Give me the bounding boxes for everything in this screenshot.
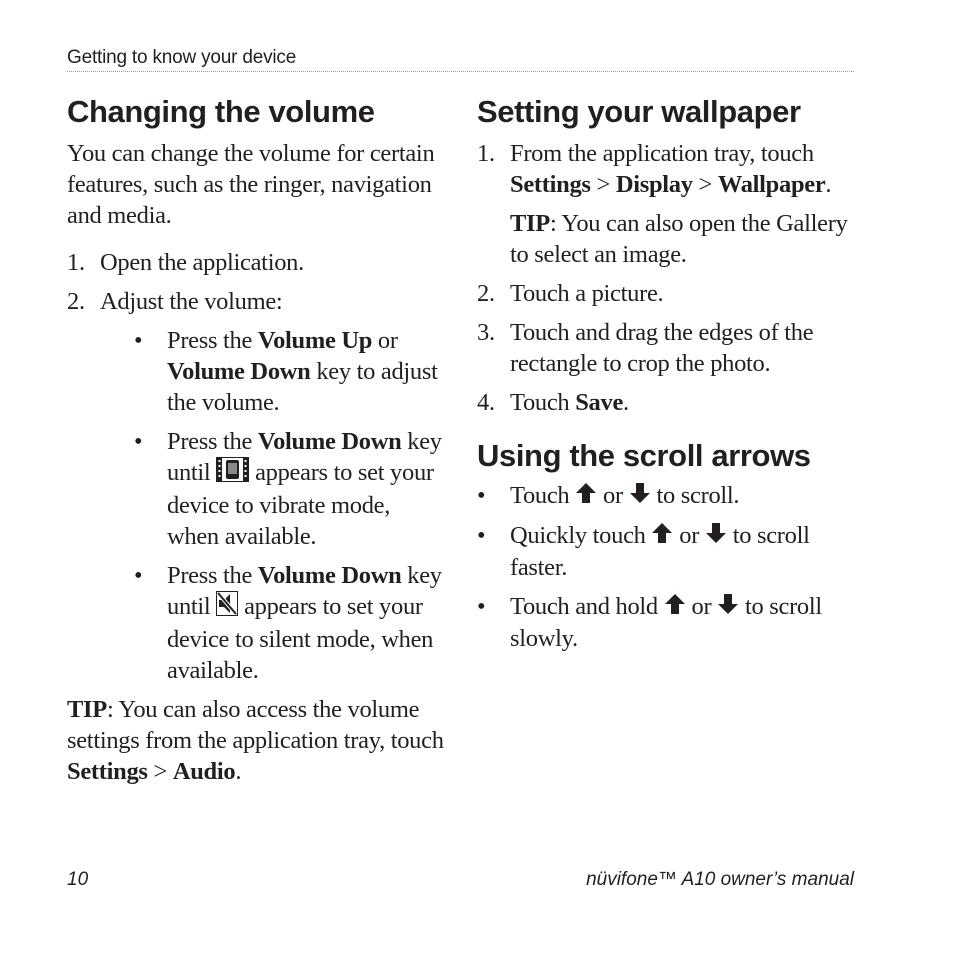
bullet-dot: • [477, 482, 486, 509]
bullet-dot: • [477, 593, 486, 620]
arrow-down-icon [629, 481, 651, 512]
step-item [67, 247, 447, 278]
bullet-item [134, 325, 447, 418]
key-volume-down: Volume Down [167, 358, 311, 385]
step-item [477, 317, 857, 379]
text: Touch [510, 482, 576, 509]
manual-title: nüvifone™ A10 owner’s manual [586, 869, 854, 890]
heading-scroll-arrows: Using the scroll arrows [477, 438, 811, 473]
step-item [477, 278, 857, 309]
vibrate-icon [216, 457, 249, 490]
volume-bullets [100, 325, 447, 686]
text: Touch [510, 389, 576, 416]
right-column [477, 92, 857, 662]
scroll-bullets [477, 480, 857, 654]
step-number: 3. [477, 319, 495, 346]
text: key to adjust the volume. [167, 358, 438, 416]
text: Touch and hold [510, 593, 664, 620]
button-save: Save [575, 389, 624, 416]
text: to scroll slowly. [510, 593, 822, 652]
arrow-up-icon [575, 481, 597, 512]
silent-icon [216, 591, 238, 624]
text: or [597, 482, 629, 509]
volume-steps [67, 247, 447, 686]
step-text: Adjust the volume: [100, 288, 283, 315]
text: . [235, 758, 242, 785]
step-number: 2. [67, 288, 85, 315]
text: key until [167, 428, 442, 486]
tip-label: TIP [510, 210, 550, 237]
text: Press the [167, 562, 258, 589]
text: Quickly touch [510, 522, 652, 549]
step-text: Touch a picture. [510, 280, 664, 307]
header-rule [67, 71, 854, 72]
text: > [692, 171, 718, 198]
wallpaper-steps [477, 138, 857, 418]
text: or [673, 522, 705, 549]
text: Press the [167, 327, 258, 354]
bullet-item [134, 426, 447, 552]
text: appears to set your device to vibrate mode, when available. [167, 459, 434, 550]
menu-settings: Settings [510, 171, 591, 198]
heading-setting-wallpaper: Setting your wallpaper [477, 94, 801, 129]
step-text: Touch and drag the edges of the rectangle to crop the photo. [510, 319, 814, 377]
wallpaper-tip [510, 208, 857, 270]
step-number: 2. [477, 280, 495, 307]
text: > [147, 758, 173, 785]
text: or [372, 327, 398, 354]
text: to scroll faster. [510, 522, 810, 581]
step-number: 1. [67, 249, 85, 276]
arrow-down-icon [717, 592, 739, 623]
menu-wallpaper: Wallpaper [717, 171, 826, 198]
volume-tip [67, 694, 447, 787]
text: to scroll. [650, 482, 740, 509]
heading-changing-volume: Changing the volume [67, 94, 375, 129]
text: . [825, 171, 832, 198]
key-volume-down: Volume Down [257, 562, 402, 589]
text: key until [167, 562, 442, 620]
running-head: Getting to know your device [67, 47, 297, 68]
bullet-item [477, 480, 857, 512]
text: > [590, 171, 616, 198]
left-column [67, 92, 447, 787]
step-number: 1. [477, 140, 495, 167]
arrow-up-icon [651, 521, 673, 552]
intro-paragraph: You can change the volume for certain features, such as the ringer, navigation and media. [67, 140, 435, 229]
text: : You can also access the volume settings from the application tray, touch [67, 696, 444, 754]
text: Press the [167, 428, 258, 455]
step-item [477, 387, 857, 418]
key-volume-up: Volume Up [257, 327, 373, 354]
step-text: Open the application. [100, 249, 304, 276]
bullet-dot: • [134, 428, 143, 455]
step-number: 4. [477, 389, 495, 416]
text: appears to set your device to silent mode, when available. [167, 593, 434, 684]
text: From the application tray, touch [510, 140, 814, 167]
step-item [67, 286, 447, 686]
arrow-down-icon [705, 521, 727, 552]
arrow-up-icon [664, 592, 686, 623]
bullet-dot: • [477, 522, 486, 549]
text: . [623, 389, 629, 416]
bullet-dot: • [134, 327, 143, 354]
bullet-dot: • [134, 562, 143, 589]
text: : You can also open the Gallery to select an image. [510, 210, 848, 268]
bullet-item [134, 560, 447, 686]
bullet-item [477, 520, 857, 583]
key-volume-down: Volume Down [257, 428, 402, 455]
menu-display: Display [615, 171, 693, 198]
step-item [477, 138, 857, 270]
text: or [685, 593, 718, 620]
page-number: 10 [67, 869, 89, 890]
tip-label: TIP [67, 696, 107, 723]
menu-audio: Audio [172, 758, 236, 785]
menu-settings: Settings [67, 758, 148, 785]
bullet-item [477, 591, 857, 654]
